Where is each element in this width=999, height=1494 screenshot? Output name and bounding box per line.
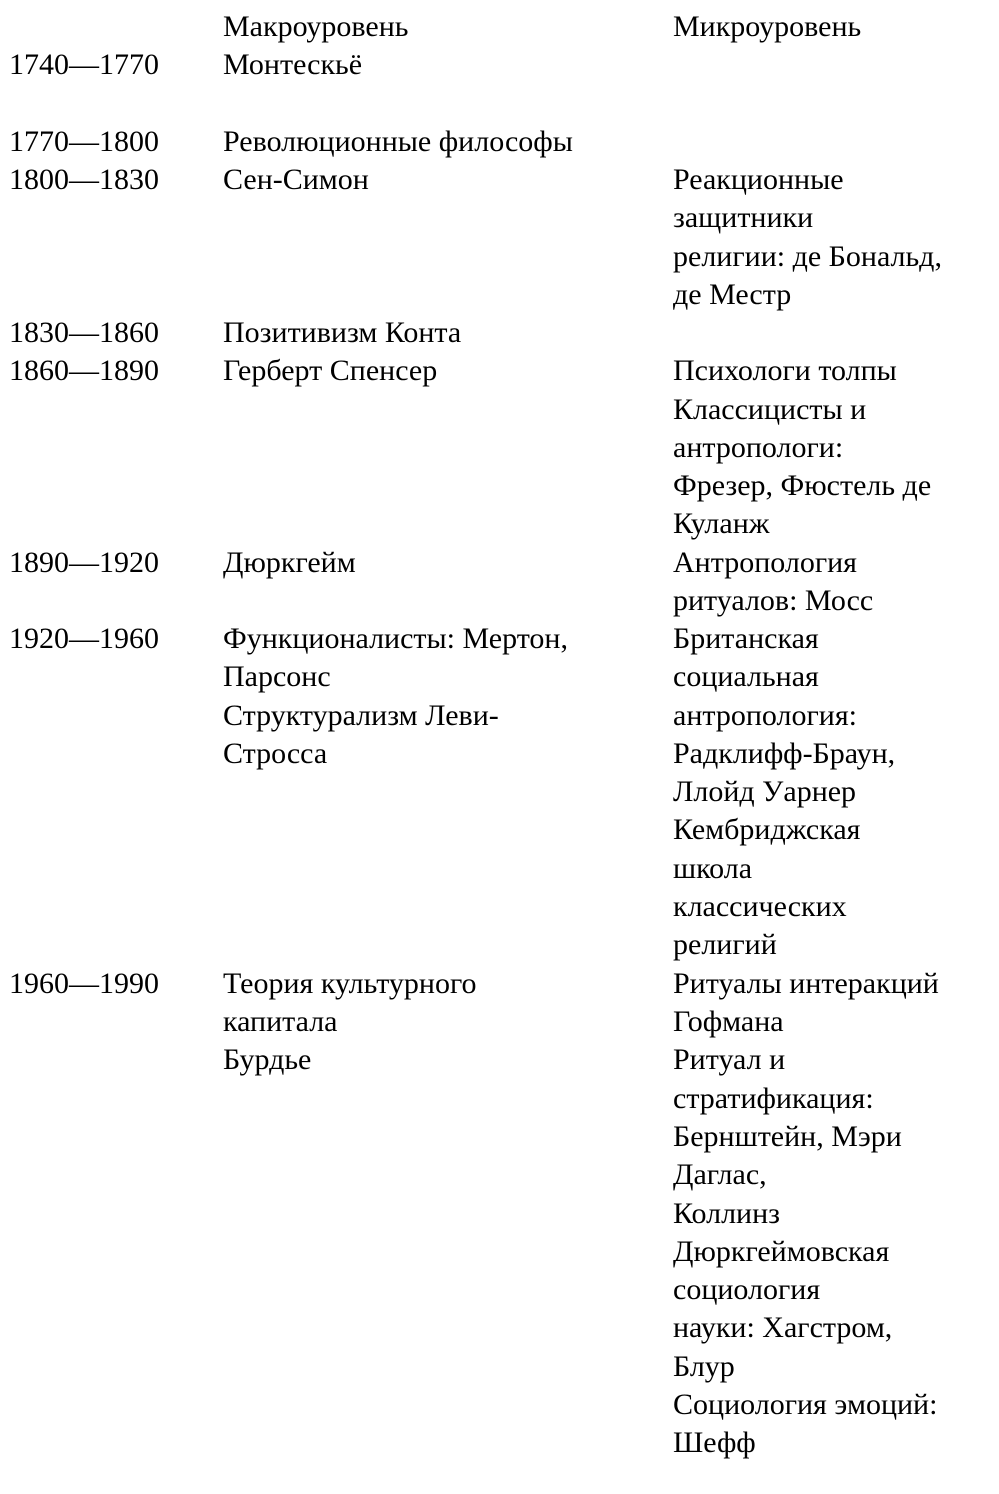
micro-entry: Британская: [673, 622, 819, 655]
macro-entry: Дюркгейм: [223, 546, 356, 579]
micro-entry: Дюркгеймовская: [673, 1235, 890, 1268]
header-micro: Микроуровень: [673, 10, 862, 43]
macro-entry: Стросса: [223, 737, 328, 770]
macro-entry: Сен-Симон: [223, 163, 369, 196]
micro-entry: Антропология: [673, 546, 857, 579]
micro-entry: Классицисты и: [673, 393, 867, 426]
micro-entry: Ллойд Уарнер: [673, 775, 857, 808]
micro-entry: религий: [673, 928, 777, 961]
micro-entry: Кембриджская: [673, 813, 861, 846]
micro-entry: социальная: [673, 660, 819, 693]
macro-entry: Структурализм Леви-: [223, 699, 499, 732]
micro-entry: социология: [673, 1273, 821, 1306]
period-label: 1770—1800: [9, 125, 159, 158]
macro-entry: Монтескьё: [223, 48, 363, 81]
micro-entry: Ритуалы интеракций: [673, 967, 939, 1000]
micro-entry: ритуалов: Мосс: [673, 584, 874, 617]
micro-entry: Куланж: [673, 507, 770, 540]
micro-entry: Радклифф-Браун,: [673, 737, 896, 770]
period-label: 1740—1770: [9, 48, 159, 81]
micro-entry: антропологи:: [673, 431, 844, 464]
micro-entry: Блур: [673, 1350, 735, 1383]
micro-entry: школа: [673, 852, 753, 885]
period-label: 1920—1960: [9, 622, 159, 655]
macro-entry: капитала: [223, 1005, 338, 1038]
micro-entry: Фрезер, Фюстель де: [673, 469, 932, 502]
micro-entry: науки: Хагстром,: [673, 1311, 893, 1344]
period-label: 1830—1860: [9, 316, 159, 349]
micro-entry: Даглас,: [673, 1158, 767, 1191]
micro-entry: де Местр: [673, 278, 792, 311]
period-label: 1860—1890: [9, 354, 159, 387]
macro-entry: Бурдье: [223, 1043, 312, 1076]
macro-entry: Позитивизм Конта: [223, 316, 462, 349]
header-macro: Макроуровень: [223, 10, 409, 43]
micro-entry: антропология:: [673, 699, 857, 732]
micro-entry: защитники: [673, 201, 814, 234]
micro-entry: Социология эмоций:: [673, 1388, 938, 1421]
period-label: 1960—1990: [9, 967, 159, 1000]
micro-entry: стратификация:: [673, 1082, 874, 1115]
macro-entry: Теория культурного: [223, 967, 477, 1000]
micro-entry: религии: де Бональд,: [673, 240, 942, 273]
period-label: 1800—1830: [9, 163, 159, 196]
micro-entry: Шефф: [673, 1426, 756, 1459]
micro-entry: классических: [673, 890, 847, 923]
macro-entry: Герберт Спенсер: [223, 354, 438, 387]
micro-entry: Коллинз: [673, 1197, 781, 1230]
micro-entry: Ритуал и: [673, 1043, 786, 1076]
macro-entry: Парсонс: [223, 660, 331, 693]
macro-entry: Революционные философы: [223, 125, 573, 158]
macro-entry: Функционалисты: Мертон,: [223, 622, 568, 655]
micro-entry: Бернштейн, Мэри: [673, 1120, 902, 1153]
micro-entry: Психологи толпы: [673, 354, 897, 387]
period-label: 1890—1920: [9, 546, 159, 579]
micro-entry: Гофмана: [673, 1005, 784, 1038]
micro-entry: Реакционные: [673, 163, 844, 196]
